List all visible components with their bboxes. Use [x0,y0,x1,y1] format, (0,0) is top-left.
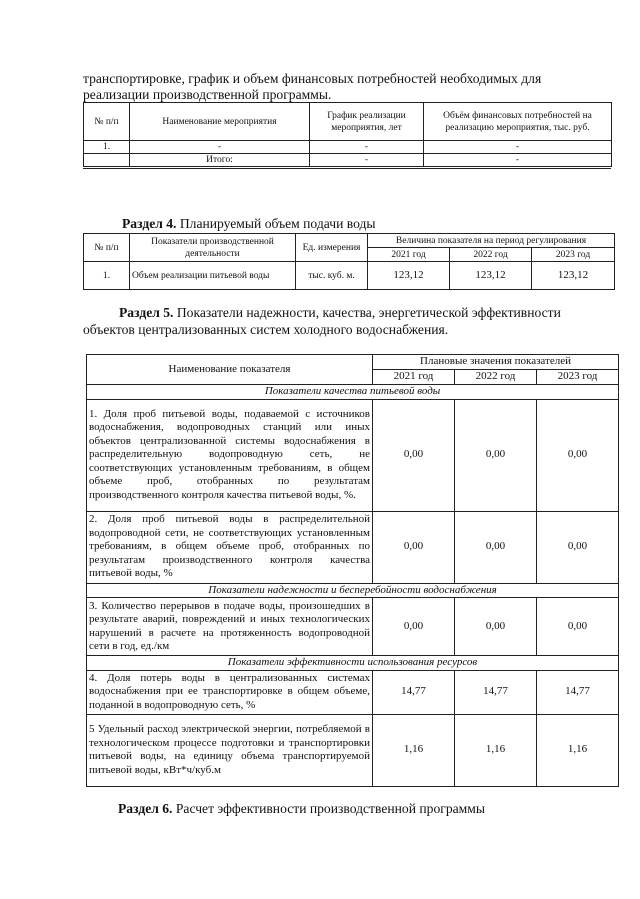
value-cell: 1,16 [373,714,455,786]
section5-title-line2: объектов централизованных систем холодного водоснабжения. [83,322,449,337]
indicator-5: 5 Удельный расход электрической энергии, потребляемой в технологическом процессе подготовки и транспортировки питьевой воды, на единицу объема транспортируемой питьевой воды, кВт*ч/куб.м [87,714,373,786]
group-efficiency: Показатели эффективности использования ресурсов [87,656,619,671]
col-indicator-header: Показатели производственной деятельности [130,234,296,262]
value-cell: 123,12 [532,262,615,290]
year-header: 2023 год [532,248,615,262]
row-unit: тыс. куб. м. [296,262,368,290]
section5-label: Раздел 5. [119,305,174,320]
col-num-header: № п/п [84,234,130,262]
table-cell: - [424,141,612,154]
divider [83,168,611,169]
group-quality: Показатели качества питьевой воды [87,385,619,400]
activities-table [83,102,612,167]
table-cell: - [130,141,310,154]
value-cell: 123,12 [450,262,532,290]
value-cell: 0,00 [455,399,537,511]
intro-line-1: транспортировке, график и объем финансовых потребностей необходимых для [83,71,542,86]
year-header: 2021 год [373,370,455,385]
value-cell: 0,00 [373,399,455,511]
value-cell: 123,12 [368,262,450,290]
col-num-header: № п/п [84,103,130,141]
col-finance-header: Объём финансовых потребностей на реализацию мероприятия, тыс. руб. [424,103,612,141]
indicator-2: 2. Доля проб питьевой воды в распределительной водопроводной сети, не соответствующих установленным требованиям, в общем объеме проб, отобранных по результатам производственного контроля качества питьевой воды, % [87,511,373,583]
indicator-1: 1. Доля проб питьевой воды, подаваемой с источников водоснабжения, водопроводных станций или иных объектов централизованной системы водоснабжения в распределительную водопроводную сеть, не соответствующих установленным требованиям, в общем объеме проб, отобранных по результатам производственного контроля качества питьевой воды, %. [87,399,373,511]
value-cell: 0,00 [455,598,537,656]
value-cell: 0,00 [537,511,619,583]
value-cell: 0,00 [373,511,455,583]
intro-line-2: реализации производственной программы. [83,87,332,102]
group-reliability: Показатели надежности и бесперебойности водоснабжения [87,583,619,598]
planned-header: Плановые значения показателей [373,355,619,370]
period-header: Величина показателя на период регулирования [368,234,615,248]
section5-title-line1: Показатели надежности, качества, энергетической эффективности [176,305,561,320]
total-label: Итого: [130,154,310,167]
section6-heading [118,800,485,817]
section6-title: Расчет эффективности производственной программы [175,801,486,816]
value-cell: 1,16 [455,714,537,786]
indicators-table [86,354,619,787]
value-cell: 14,77 [455,670,537,714]
year-header: 2021 год [368,248,450,262]
row-indicator: Объем реализации питьевой воды [130,262,296,290]
year-header: 2023 год [537,370,619,385]
value-cell: 14,77 [373,670,455,714]
value-cell: 1,16 [537,714,619,786]
section5-heading [83,304,598,321]
table-cell: - [310,141,424,154]
section4-label: Раздел 4. [122,216,177,231]
section6-label: Раздел 6. [118,801,173,816]
indicator-3: 3. Количество перерывов в подаче воды, произошедших в результате аварий, повреждений и иных технологических нарушений в расчете на протяженность водопроводной сети в год, ед./км [87,598,373,656]
section4-heading [122,215,376,232]
indicator-4: 4. Доля потерь воды в централизованных системах водоснабжения при ее транспортировке в общем объеме, поданной в водопроводную сеть, % [87,670,373,714]
water-supply-table [83,233,615,290]
col-schedule-header: График реализации мероприятия, лет [310,103,424,141]
value-cell: 14,77 [537,670,619,714]
total-finance: - [424,154,612,167]
total-schedule: - [310,154,424,167]
value-cell: 0,00 [537,598,619,656]
value-cell: 0,00 [537,399,619,511]
col-activity-header: Наименование мероприятия [130,103,310,141]
year-header: 2022 год [455,370,537,385]
col-name-header: Наименование показателя [87,355,373,385]
value-cell: 0,00 [455,511,537,583]
col-unit-header: Ед. измерения [296,234,368,262]
value-cell: 0,00 [373,598,455,656]
year-header: 2022 год [450,248,532,262]
section4-title: Планируемый объем подачи воды [179,216,376,231]
row-num: 1. [84,262,130,290]
table-cell: 1. [84,141,130,154]
